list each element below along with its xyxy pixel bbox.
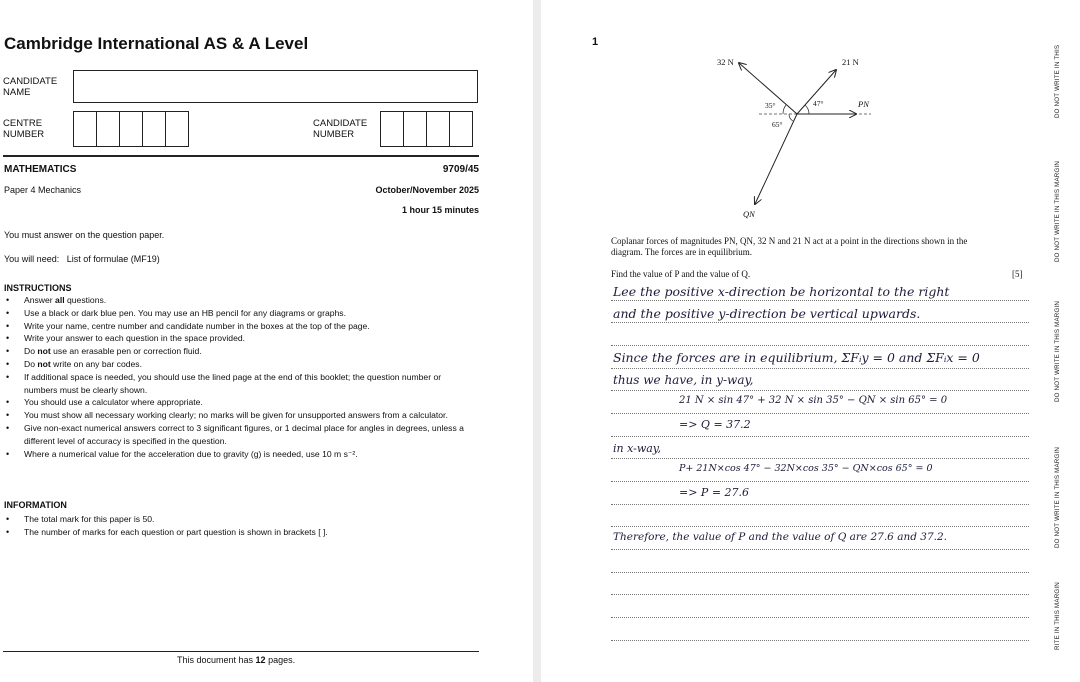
instructions-heading: INSTRUCTIONS [4,283,72,293]
divider [3,155,479,157]
centre-number-label-line2: NUMBER [3,129,45,140]
label-21N: 21 N [842,57,859,67]
instruction-item: • If additional space is needed, you should use the lined page at the end of this booklet; the question number or numbers must be clearly shown. [6,371,466,397]
question-text-line2: diagram. The forces are in equilibrium. [611,247,753,257]
margin-warning: DO NOT WRITE IN THIS MARGIN [1054,446,1061,548]
question-number: 1 [592,36,599,48]
paper-title: Paper 4 Mechanics [4,185,82,195]
instruction-item: • Where a numerical value for the acceleration due to gravity (g) is needed, use 10 m s⁻². [6,448,466,461]
candidate-number-label-line1: CANDIDATE [313,118,368,129]
instruction-item: • Use a black or dark blue pen. You may use an HB pencil for any diagrams or graphs. [6,307,466,320]
centre-number-label-line1: CENTRE [3,118,43,129]
question-marks: [5] [1012,269,1023,279]
handwritten-answer-line: => P = 27.6 [679,486,750,499]
label-angle-35: 35° [765,101,776,110]
handwritten-answer-line: P+ 21N×cos 47° − 32N×cos 35° − QN×cos 65° = 0 [679,463,933,474]
label-PN: PN [858,99,869,109]
handwritten-answer-line: => Q = 37.2 [679,418,751,431]
answer-line[interactable] [611,436,1029,437]
handwritten-answer-line: Therefore, the value of P and the value of Q are 27.6 and 37.2. [613,531,947,543]
instruction-item: • Do not write on any bar codes. [6,358,466,371]
answer-line[interactable] [611,368,1029,369]
question-text-line1: Coplanar forces of magnitudes PN, QN, 32 N and 21 N act at a point in the directions shown in the [611,236,968,246]
handwritten-answer-line: Since the forces are in equilibrium, ΣFᵢy = 0 and ΣFᵢx = 0 [613,350,980,365]
answer-line[interactable] [611,594,1029,595]
candidate-name-label-line1: CANDIDATE [3,76,58,87]
question-page [541,0,1080,682]
handwritten-answer-line: Lee the positive x-direction be horizontal to the right [613,284,950,299]
candidate-name-label-line2: NAME [3,87,31,98]
instruction-item: • Do not use an erasable pen or correction fluid. [6,345,466,358]
answer-line[interactable] [611,390,1029,391]
answer-on-paper-note: You must answer on the question paper. [4,230,165,240]
instruction-item: • Answer all questions. [6,294,466,307]
answer-line[interactable] [611,504,1029,505]
information-item: • The total mark for this paper is 50. [6,513,466,526]
page-count-note: This document has 12 pages. [177,655,296,665]
information-heading: INFORMATION [4,500,67,510]
information-item: • The number of marks for each question or part question is shown in brackets [ ]. [6,526,466,539]
label-32N: 32 N [717,57,734,67]
subject: MATHEMATICS [4,164,77,175]
centre-number-boxes[interactable] [73,111,188,147]
need-label: You will need: [4,254,60,264]
label-QN: QN [743,209,755,219]
paper-code: 9709/45 [442,164,479,175]
instruction-item: • You must show all necessary working clearly; no marks will be given for unsupported answers from a calculator. [6,409,466,422]
exam-duration: 1 hour 15 minutes [401,205,479,215]
answer-line[interactable] [611,322,1029,323]
angle-47-arc [805,105,809,114]
answer-line[interactable] [611,458,1029,459]
footer-divider [3,651,479,652]
label-angle-47: 47° [813,99,824,108]
handwritten-answer-line: 21 N × sin 47° + 32 N × sin 35° − QN × sin 65° = 0 [679,395,948,406]
answer-line[interactable] [611,572,1029,573]
exam-session: October/November 2025 [375,185,479,195]
instruction-item: • Write your answer to each question in the space provided. [6,332,466,345]
margin-warning: RITE IN THIS MARGIN [1054,582,1061,650]
information-list [6,513,466,539]
answer-line[interactable] [611,413,1029,414]
force-diagram [731,50,891,230]
answer-line[interactable] [611,345,1029,346]
question-prompt: Find the value of P and the value of Q. [611,269,751,279]
angle-35-arc [783,105,786,114]
angle-65-arc [789,114,793,121]
you-will-need [4,254,160,264]
exam-board-title: Cambridge International AS & A Level [4,34,309,53]
margin-warning: DO NOT WRITE IN THIS [1054,44,1061,118]
instructions-list [6,294,466,460]
answer-line[interactable] [611,640,1029,641]
handwritten-answer-line: thus we have, in y-way, [613,373,754,387]
handwritten-answer-line: in x-way, [613,442,662,455]
instruction-item: • You should use a calculator where appropriate. [6,396,466,409]
candidate-number-boxes[interactable] [380,111,472,147]
candidate-name-box[interactable] [73,70,478,103]
answer-line[interactable] [611,617,1029,618]
margin-warning: DO NOT WRITE IN THIS MARGIN [1054,160,1061,262]
cover-page [0,0,533,682]
answer-line[interactable] [611,549,1029,550]
handwritten-answer-line: and the positive y-direction be vertical upwards. [613,306,921,321]
instruction-item: • Give non-exact numerical answers correct to 3 significant figures, or 1 decimal place for angles in degrees, unless a different level of accuracy is specified in the question. [6,422,466,448]
answer-line[interactable] [611,481,1029,482]
label-angle-65: 65° [772,120,783,129]
margin-warning: DO NOT WRITE IN THIS MARGIN [1054,300,1061,402]
instruction-item: • Write your name, centre number and candidate number in the boxes at the top of the page. [6,320,466,333]
answer-line[interactable] [611,526,1029,527]
answer-line[interactable] [611,300,1029,301]
candidate-number-label-line2: NUMBER [313,129,355,140]
need-value: List of formulae (MF19) [66,254,160,264]
